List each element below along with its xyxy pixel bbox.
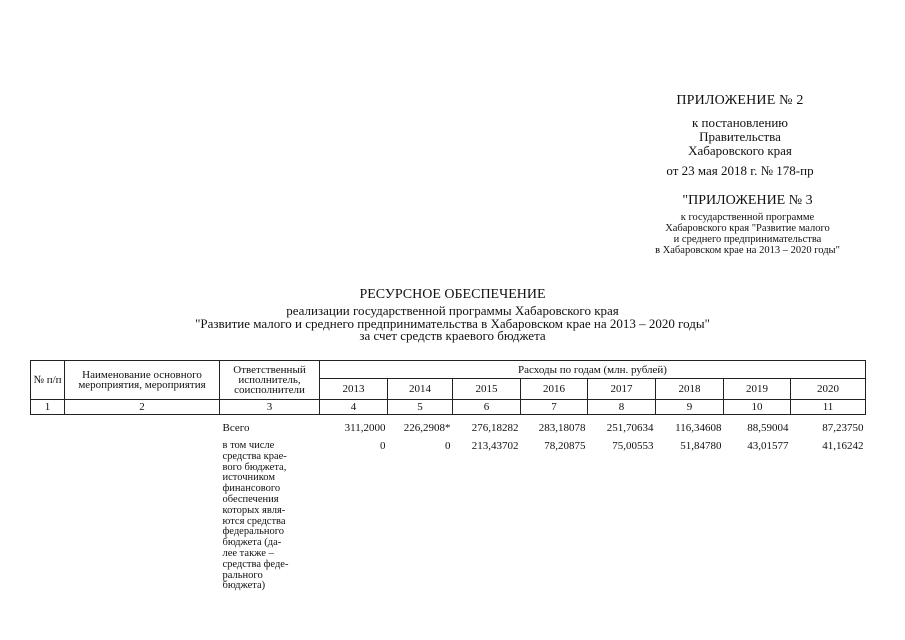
row-label-line: средства феде-: [222, 558, 289, 570]
row-label-line: рального: [222, 569, 263, 581]
appendix-inner-line: к государственной программе: [680, 212, 815, 223]
row-label-line: источником: [222, 472, 275, 484]
appendix-inner-line: в Хабаровском крае на 2013 – 2020 годы": [655, 245, 840, 256]
appendix-inner-line: и среднего предпринимательства: [673, 234, 822, 245]
header-year: 2015: [453, 379, 521, 400]
empty-cell: [65, 423, 220, 441]
appendix-main-block: [640, 94, 840, 178]
column-number: 8: [588, 400, 656, 415]
value-cell: 41,16242: [822, 440, 864, 452]
header-expenses: Расходы по годам (млн. рублей): [320, 361, 866, 379]
subtitle-line: реализации государственной программы Хабаровского края: [286, 303, 619, 318]
column-number: 9: [656, 400, 724, 415]
value-cell: 75,00553: [612, 440, 654, 452]
value-cell: 276,18282: [471, 422, 519, 434]
row-label-line: которых явля-: [222, 504, 286, 516]
column-number: 7: [521, 400, 588, 415]
header-name: Наименование основного мероприятия, мероприятия: [65, 361, 220, 400]
header-num: № п/п: [31, 361, 65, 400]
appendix-main-heading: ПРИЛОЖЕНИЕ № 2: [676, 93, 804, 108]
header-year: 2017: [588, 379, 656, 400]
value-cell: 251,70634: [606, 422, 654, 434]
row-label: [220, 441, 320, 592]
empty-cell: [65, 441, 220, 592]
row-label-line: бюджета): [222, 580, 266, 592]
value-cell: 283,18078: [538, 422, 586, 434]
column-number: 6: [453, 400, 521, 415]
header-year: 2018: [656, 379, 724, 400]
column-number: 11: [791, 400, 866, 415]
appendix-main-date: от 23 мая 2018 г. № 178-пр: [666, 163, 814, 178]
appendix-inner-heading: "ПРИЛОЖЕНИЕ № 3: [682, 193, 813, 208]
column-number-row: [31, 400, 866, 415]
empty-cell: [31, 441, 65, 592]
header-year: 2019: [724, 379, 791, 400]
header-year: 2013: [320, 379, 388, 400]
row-label-line: средства крае-: [222, 450, 287, 462]
header-year: 2014: [388, 379, 453, 400]
value-cell: 226,2908*: [403, 422, 451, 434]
row-label-line: вого бюджета,: [222, 461, 287, 473]
column-number: 1: [31, 400, 65, 415]
resource-table: [30, 360, 866, 592]
subtitle-line: "Развитие малого и среднего предпринимательства в Хабаровском крае на 2013 – 2020 годы": [195, 315, 710, 331]
appendix-inner-block: [625, 193, 870, 256]
table-row-total: [31, 423, 866, 441]
empty-cell: [31, 423, 65, 441]
value-cell: 88,59004: [747, 422, 789, 434]
row-label: Всего: [222, 422, 250, 434]
appendix-main-line: Правительства: [699, 129, 781, 144]
document-subtitle: [0, 305, 905, 343]
value-cell: 43,01577: [747, 440, 789, 452]
value-cell: 51,84780: [680, 440, 722, 452]
appendix-main-line: Хабаровского края: [688, 143, 792, 158]
row-label-line: обеспечения: [222, 493, 279, 505]
row-label-line: ются средства: [222, 515, 286, 527]
subtitle-line: за счет средств краевого бюджета: [359, 328, 546, 343]
column-number: 10: [724, 400, 791, 415]
value-cell: 213,43702: [471, 440, 519, 452]
row-label-line: бюджета (да-: [222, 537, 282, 549]
value-cell: 0: [445, 440, 451, 452]
column-number: 5: [388, 400, 453, 415]
header-year: 2016: [521, 379, 588, 400]
row-label-line: финансового: [222, 483, 281, 495]
header-year: 2020: [791, 379, 866, 400]
value-cell: 311,2000: [344, 422, 386, 434]
column-number: 4: [320, 400, 388, 415]
appendix-inner-line: Хабаровского края "Развитие малого: [665, 223, 830, 234]
value-cell: 0: [380, 440, 386, 452]
value-cell: 116,34608: [675, 422, 722, 434]
row-label-line: в том числе: [222, 440, 275, 451]
header-executor: Ответственный исполнитель, соисполнители: [220, 361, 320, 400]
row-label-line: федерального: [222, 526, 285, 538]
row-label-line: лее также –: [222, 547, 274, 559]
column-number: 3: [220, 400, 320, 415]
value-cell: 87,23750: [822, 422, 864, 434]
value-cell: 78,20875: [544, 440, 586, 452]
column-number: 2: [65, 400, 220, 415]
appendix-main-line: к постановлению: [691, 115, 789, 130]
table-row-federal: [31, 441, 866, 592]
document-title: РЕСУРСНОЕ ОБЕСПЕЧЕНИЕ: [359, 287, 546, 302]
